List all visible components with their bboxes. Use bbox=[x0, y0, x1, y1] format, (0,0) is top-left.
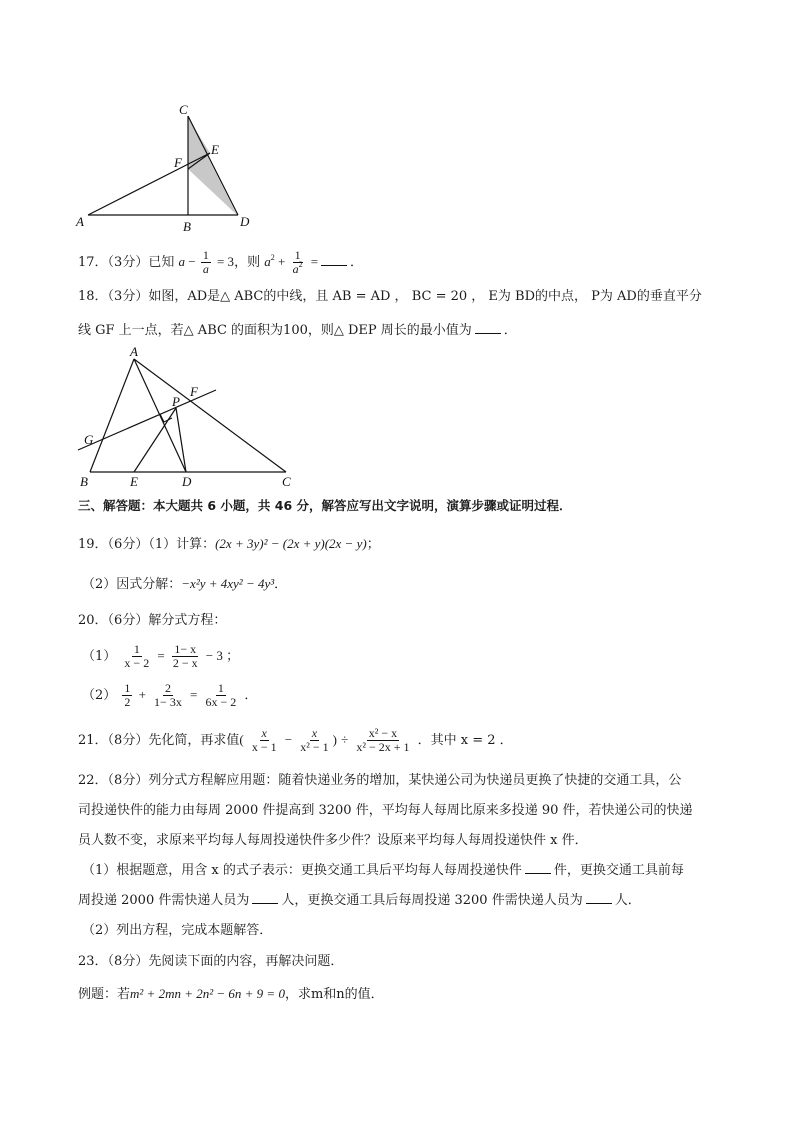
label-e: E bbox=[130, 474, 138, 489]
q19-part2-expression: −x²y + 4xy² − 4y³ bbox=[181, 576, 275, 591]
section-3-heading: 三、解答题：本大题共 6 小题，共 46 分，解答应写出文字说明，演算步骤或证明过程． bbox=[78, 498, 572, 513]
q17-score: （3分） bbox=[107, 255, 149, 270]
label-d: D bbox=[182, 474, 192, 489]
label-b: B bbox=[183, 219, 191, 234]
q19-part2-end: ． bbox=[274, 577, 288, 592]
q20-p1-frac1-num: 1 bbox=[133, 642, 140, 656]
figure-triangle-2 bbox=[72, 344, 304, 492]
question-20-part-2 bbox=[82, 679, 257, 712]
q22-part1-text-d: 人，更换交通工具后每周投递 3200 件需快递人员为 bbox=[281, 893, 583, 908]
label-c: C bbox=[179, 102, 188, 117]
q20-p1-frac1-den: x − 2 bbox=[124, 656, 150, 670]
q22-blank-1[interactable] bbox=[525, 861, 551, 874]
q21-frac1-den: x − 1 bbox=[251, 740, 277, 754]
q20-p2-frac3-den: 6x − 2 bbox=[205, 695, 237, 709]
question-18-line-2 bbox=[78, 321, 517, 341]
q17-end: ． bbox=[350, 255, 364, 270]
label-a: A bbox=[130, 344, 138, 359]
question-22-line-1: 22．（8分）列分式方程解应用题：随着快递业务的增加，某快递公司为快递员更换了快捷的交通工具，公 bbox=[78, 773, 682, 788]
question-22-line-6: （2）列出方程，完成本题解答． bbox=[82, 923, 273, 938]
q20-p2-frac1-den: 2 bbox=[124, 695, 131, 709]
q23-expression: m² + 2mn + 2n² − 6n + 9 = 0 bbox=[130, 986, 285, 1001]
q21-text: 21．（8分）先化简，再求值 bbox=[78, 733, 240, 748]
q21-frac3-den: x² − 2x + 1 bbox=[356, 740, 410, 754]
question-20-part-1 bbox=[82, 640, 239, 673]
q21-frac2-num: x bbox=[311, 726, 318, 740]
question-22-line-2: 司投递快件的能力由每周 2000 件提高到 3200 件，平均每人每周比原来多投递 90 件，若快递公司的快递 bbox=[78, 803, 693, 818]
q20-p1-eq: = bbox=[157, 648, 165, 663]
segment-pe bbox=[134, 408, 176, 472]
q19-end: ； bbox=[366, 537, 380, 552]
q20-p2-frac3-num: 1 bbox=[217, 681, 224, 695]
question-19-part-2 bbox=[82, 574, 287, 595]
q17-number: 17． bbox=[78, 255, 108, 270]
label-a: A bbox=[76, 214, 84, 229]
question-22-line-3: 员人数不变，求原来平均每人每周投递快件多少件？设原来平均每人每周投递快件 x 件． bbox=[78, 833, 588, 848]
q22-part1-text-b: 件，更换交通工具前每 bbox=[553, 863, 684, 878]
q20-p2-label: （2） bbox=[82, 688, 117, 703]
q20-p2-frac2-num: 2 bbox=[164, 681, 171, 695]
q23-example-post: ，求m和n的值． bbox=[284, 987, 384, 1002]
label-g: G bbox=[84, 432, 94, 447]
q23-example-text: 例题：若 bbox=[78, 987, 131, 1002]
q20-p1-tail: − 3 ； bbox=[205, 648, 240, 663]
label-f: F bbox=[190, 384, 198, 399]
segment-ab bbox=[90, 359, 134, 472]
q19-part2-text: （2）因式分解： bbox=[82, 577, 182, 592]
question-19-part-1 bbox=[78, 534, 380, 555]
question-17: 17．（3分）已知 a − $\frac{1}{a}$ = 3，则 $a^2$ + $\frac{1}{a^2}$ = ． bbox=[78, 248, 364, 276]
q17-value: = 3 bbox=[216, 254, 235, 269]
q18-end: ． bbox=[503, 323, 517, 338]
q22-blank-3[interactable] bbox=[586, 891, 612, 904]
q20-p2-end: ． bbox=[244, 688, 258, 703]
q20-p2-eq: = bbox=[189, 687, 198, 702]
q22-part1-text-a: （1）根据题意，用含 x 的式子表示：更换交通工具后平均每人每周投递快件 bbox=[82, 863, 522, 878]
q20-p2-frac1-num: 1 bbox=[124, 681, 131, 695]
question-20-title: 20．（6分）解分式方程： bbox=[78, 613, 227, 628]
segment-ad bbox=[134, 359, 186, 472]
q22-part1-text-e: 人． bbox=[614, 893, 641, 908]
label-b: B bbox=[80, 474, 88, 489]
question-22-line-5 bbox=[78, 891, 641, 911]
question-22-line-4 bbox=[82, 861, 684, 881]
question-21: 21．（8分）先化简，再求值( $\frac{x}{x - 1}$ − $\frac{x}{\text{x² − 1}}$ ) ÷ $\frac{\text{x² − x}}{\text{x² − 2x + 1}}$ ．其中 x = 2 ． bbox=[78, 726, 513, 754]
q22-blank-2[interactable] bbox=[252, 891, 278, 904]
q20-p1-frac2-num: 1− x bbox=[174, 642, 197, 656]
q20-p1-frac2-den: 2 − x bbox=[172, 656, 198, 670]
line-gf bbox=[78, 390, 216, 450]
q17-answer-blank[interactable] bbox=[321, 253, 347, 266]
q20-p2-plus: + bbox=[138, 687, 146, 702]
q21-frac1-num: x bbox=[261, 726, 267, 740]
q21-frac3-num: x² − x bbox=[368, 726, 398, 740]
label-e: E bbox=[211, 142, 219, 157]
q18-answer-blank[interactable] bbox=[475, 321, 501, 334]
figure-triangle-1 bbox=[70, 98, 270, 238]
q19-text: 19．（6分）（1）计算： bbox=[78, 537, 216, 552]
question-23-line-2 bbox=[78, 984, 384, 1005]
q21-post: ．其中 x = 2 ． bbox=[417, 733, 513, 748]
q22-part1-text-c: 周投递 2000 件需快递人员为 bbox=[78, 893, 250, 908]
q17-text: 已知 bbox=[148, 255, 175, 270]
label-c: C bbox=[282, 474, 291, 489]
label-p: P bbox=[172, 394, 180, 409]
q19-expression: (2x + 3y)² − (2x + y)(2x − y) bbox=[215, 536, 367, 551]
label-f: F bbox=[174, 155, 182, 170]
q21-frac2-den: x² − 1 bbox=[300, 740, 329, 754]
q17-then: ，则 bbox=[234, 255, 261, 270]
q20-p2-frac2-den: 1− 3x bbox=[154, 695, 182, 709]
label-d: D bbox=[240, 214, 250, 229]
question-18-line-1: 18．（3分）如图，AD是△ ABC的中线，且 AB = AD ， BC = 20 ， E为 BD的中点， P为 AD的垂直平分 bbox=[78, 289, 702, 304]
segment-ae bbox=[88, 153, 210, 215]
q21-minus: − bbox=[284, 732, 293, 747]
q18-text: 线 GF 上一点，若△ ABC 的面积为100，则△ DEP 周长的最小值为 bbox=[78, 323, 472, 338]
q21-divide: ÷ bbox=[341, 732, 349, 747]
q20-p1-label: （1） bbox=[82, 649, 117, 664]
question-23-line-1: 23．（8分）先阅读下面的内容，再解决问题． bbox=[78, 954, 344, 969]
